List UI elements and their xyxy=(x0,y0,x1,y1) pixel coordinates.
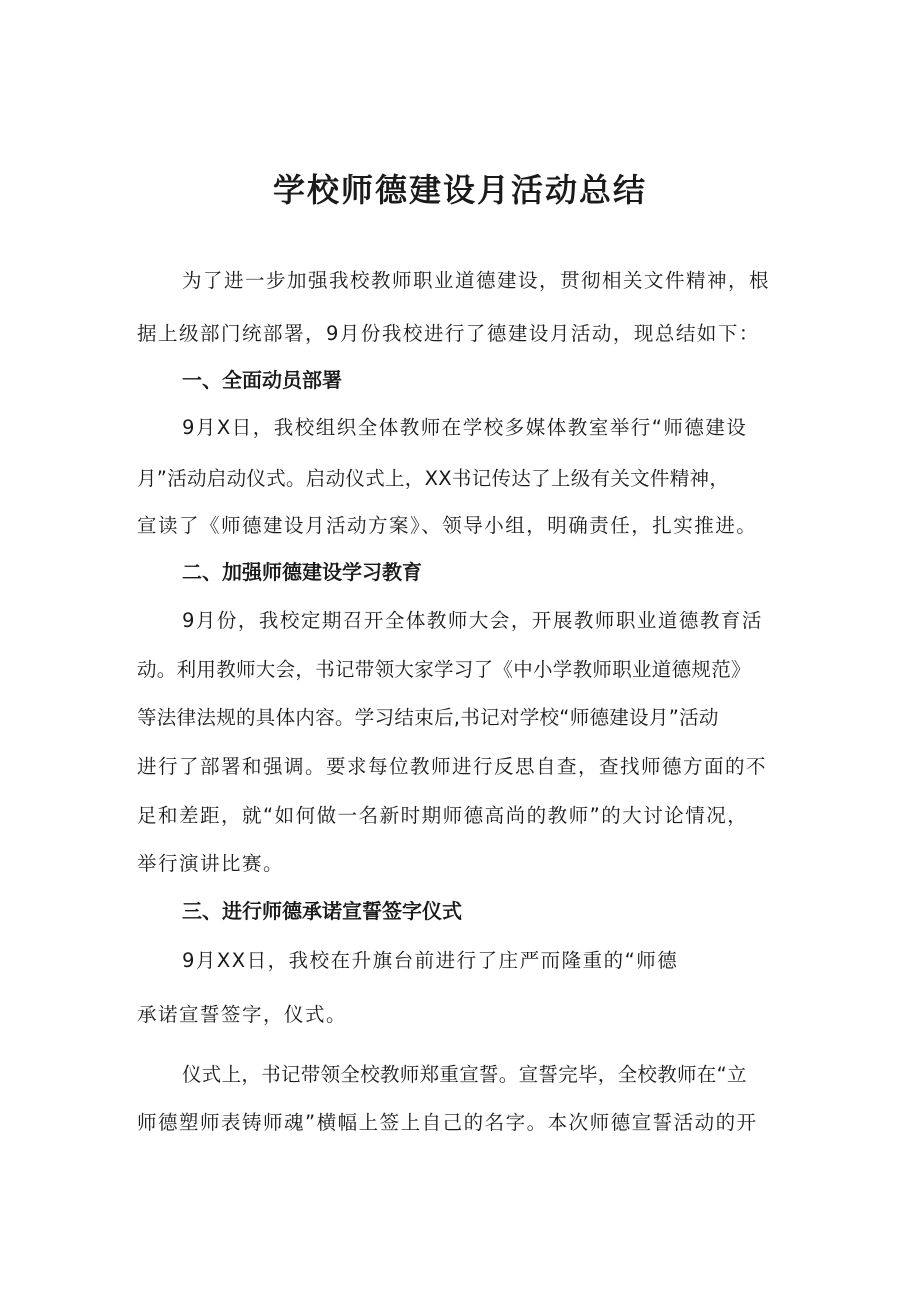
section-heading-3: 三、进行师德承诺宣誓签字仪式 xyxy=(182,899,462,923)
section-1-line-3: 宣读了《师德建设月活动方案》、领导小组，明确责任，扎实推进。 xyxy=(137,514,758,537)
section-3-line-1: 9月XX日，我校在升旗台前进行了庄严而隆重的“师德 xyxy=(182,949,679,972)
section-heading-1: 一、全面动员部署 xyxy=(182,368,342,392)
section-heading-2: 二、加强师德建设学习教育 xyxy=(182,560,422,584)
section-3-line-2: 承诺宣誓签字，仪式。 xyxy=(137,1003,348,1026)
intro-line-1: 为了进一步加强我校教师职业道德建设，贯彻相关文件精神，根 xyxy=(182,269,771,292)
section-3-para2-line-2: 师德塑师表铸师魂”横幅上签上自己的名字。本次师德宣誓活动的开 xyxy=(137,1111,758,1134)
section-2-line-5: 足和差距，就“如何做一名新时期师德高尚的教师”的大讨论情况， xyxy=(137,804,749,827)
section-2-line-2: 动。利用教师大会，书记带领大家学习了《中小学教师职业道德规范》 xyxy=(137,658,751,681)
section-2-line-1: 9月份，我校定期召开全体教师大会，开展教师职业道德教育活 xyxy=(182,609,763,632)
section-2-line-6: 举行演讲比赛。 xyxy=(137,852,285,875)
document-title: 学校师德建设月活动总结 xyxy=(272,171,647,209)
section-1-line-1: 9月X日，我校组织全体教师在学校多媒体教室举行“师德建设 xyxy=(182,416,748,439)
section-2-line-3: 等法律法规的具体内容。学习结束后,书记对学校“师德建设月”活动 xyxy=(137,706,719,729)
section-3-para2-line-1: 仪式上，书记带领全校教师郑重宣誓。宣誓完毕，全校教师在“立 xyxy=(182,1063,747,1086)
section-1-line-2: 月”活动启动仪式。启动仪式上，XX书记传达了上级有关文件精神， xyxy=(137,467,730,490)
intro-line-2: 据上级部门统部署，9月份我校进行了德建设月活动，现总结如下： xyxy=(137,322,760,345)
section-2-line-4: 进行了部署和强调。要求每位教师进行反思自查，查找师德方面的不 xyxy=(137,755,768,778)
